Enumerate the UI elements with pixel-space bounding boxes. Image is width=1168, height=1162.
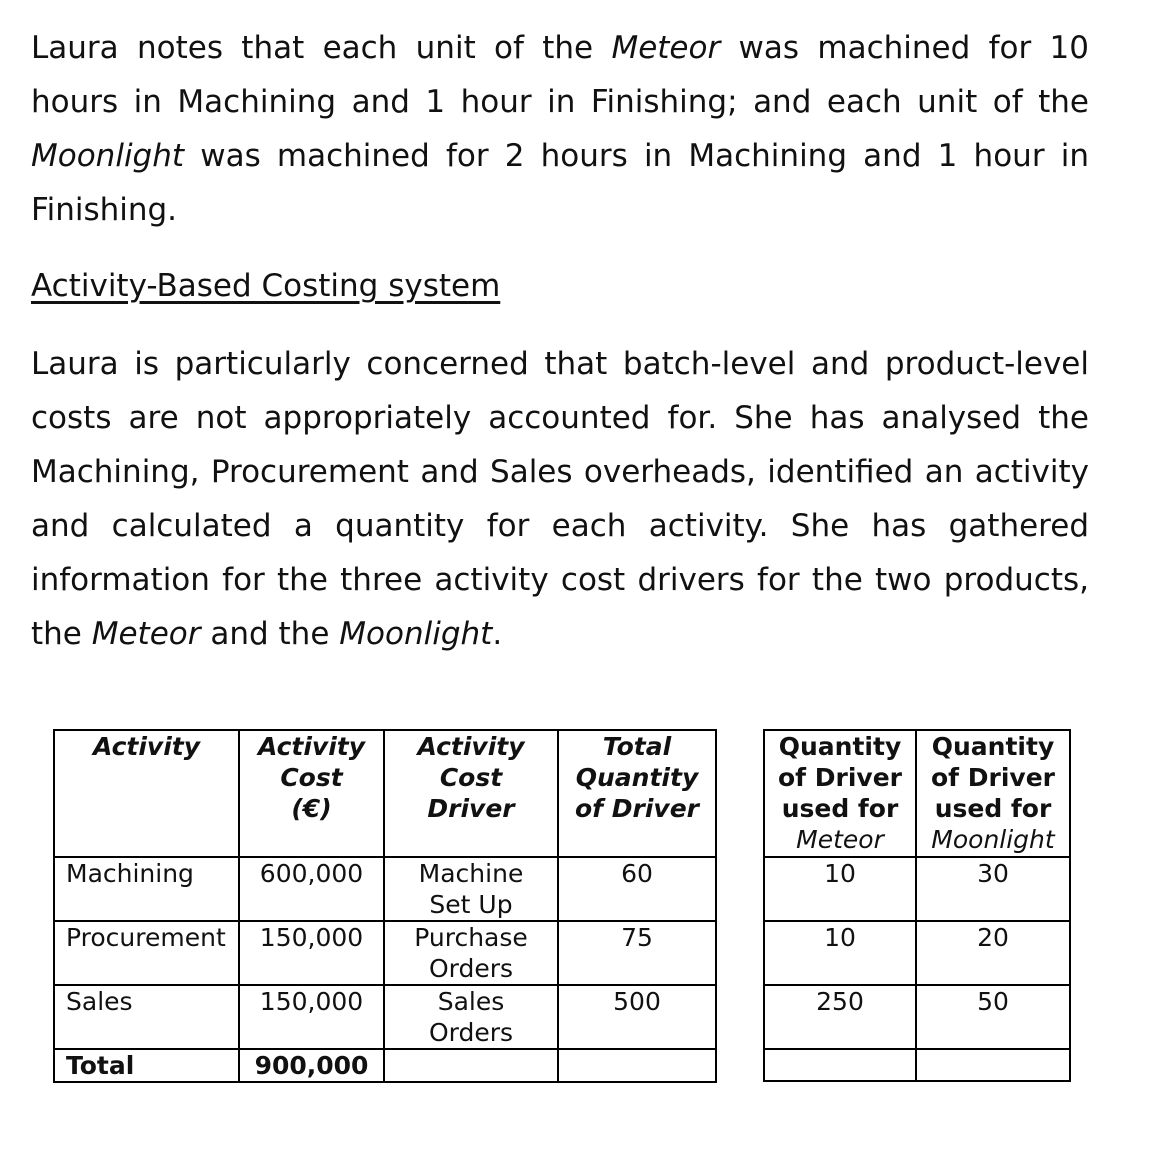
- table-row: [54, 857, 716, 921]
- table-row: [764, 985, 1070, 1049]
- text: Laura notes that each unit of the: [31, 30, 612, 66]
- text: was machined for 10 hours in Machining and 1 hour in Finishing; and each unit of the: [31, 30, 1089, 120]
- activity-cost-table: [53, 729, 717, 1083]
- cell-total: 500: [558, 985, 716, 1049]
- header-moonlight-usage: Quantity of Driver used for Moonlight: [916, 730, 1070, 857]
- cell-driver: Machine Set Up: [384, 857, 558, 921]
- cell-driver: Sales Orders: [384, 985, 558, 1049]
- table-header-row: [764, 730, 1070, 857]
- table-row: [54, 985, 716, 1049]
- cell-activity: Sales: [54, 985, 239, 1049]
- header-activity-cost: Activity Cost (€): [239, 730, 384, 857]
- header-activity: Activity: [54, 730, 239, 857]
- cell-total: 60: [558, 857, 716, 921]
- total-row: [54, 1049, 716, 1082]
- total-row: [764, 1049, 1070, 1081]
- cell-empty: [916, 1049, 1070, 1081]
- driver-usage-table: [763, 729, 1071, 1082]
- text: Laura is particularly concerned that batch-level and product-level costs are not appropriately accounted for. She has analysed the Machining, Procurement and Sales overheads, identified an activity and calculated a quantity for each activity. She has gathered information for the three activity cost drivers for the two products, the: [31, 346, 1089, 652]
- product-name-meteor: Meteor: [91, 616, 201, 652]
- cell-meteor: 10: [764, 921, 916, 985]
- text: and the: [200, 616, 340, 652]
- text: .: [492, 616, 503, 652]
- cell-cost: 600,000: [239, 857, 384, 921]
- table-row: [764, 921, 1070, 985]
- product-name-moonlight: Moonlight: [31, 138, 185, 174]
- cell-empty: [558, 1049, 716, 1082]
- text: was machined for 2 hours in Machining and 1 hour in Finishing.: [31, 138, 1089, 228]
- cell-cost: 150,000: [239, 985, 384, 1049]
- cell-total: 75: [558, 921, 716, 985]
- table-row: [54, 921, 716, 985]
- cell-cost: 150,000: [239, 921, 384, 985]
- paragraph-machining-hours: [31, 21, 1089, 237]
- product-name-meteor: Meteor: [611, 30, 721, 66]
- cell-meteor: 250: [764, 985, 916, 1049]
- cell-meteor: 10: [764, 857, 916, 921]
- header-cost-driver: Activity Cost Driver: [384, 730, 558, 857]
- cell-driver: Purchase Orders: [384, 921, 558, 985]
- cell-total-label: Total: [54, 1049, 239, 1082]
- cell-empty: [764, 1049, 916, 1081]
- table-header-row: [54, 730, 716, 857]
- table-row: [764, 857, 1070, 921]
- cell-empty: [384, 1049, 558, 1082]
- cell-moonlight: 30: [916, 857, 1070, 921]
- section-heading: Activity-Based Costing system: [31, 268, 501, 304]
- cell-activity: Procurement: [54, 921, 239, 985]
- header-meteor-usage: Quantity of Driver used for Meteor: [764, 730, 916, 857]
- cell-moonlight: 20: [916, 921, 1070, 985]
- product-name-moonlight: Moonlight: [339, 616, 493, 652]
- cell-activity: Machining: [54, 857, 239, 921]
- header-total-quantity: Total Quantity of Driver: [558, 730, 716, 857]
- cell-total-cost: 900,000: [239, 1049, 384, 1082]
- cell-moonlight: 50: [916, 985, 1070, 1049]
- paragraph-abc-intro: [31, 337, 1089, 661]
